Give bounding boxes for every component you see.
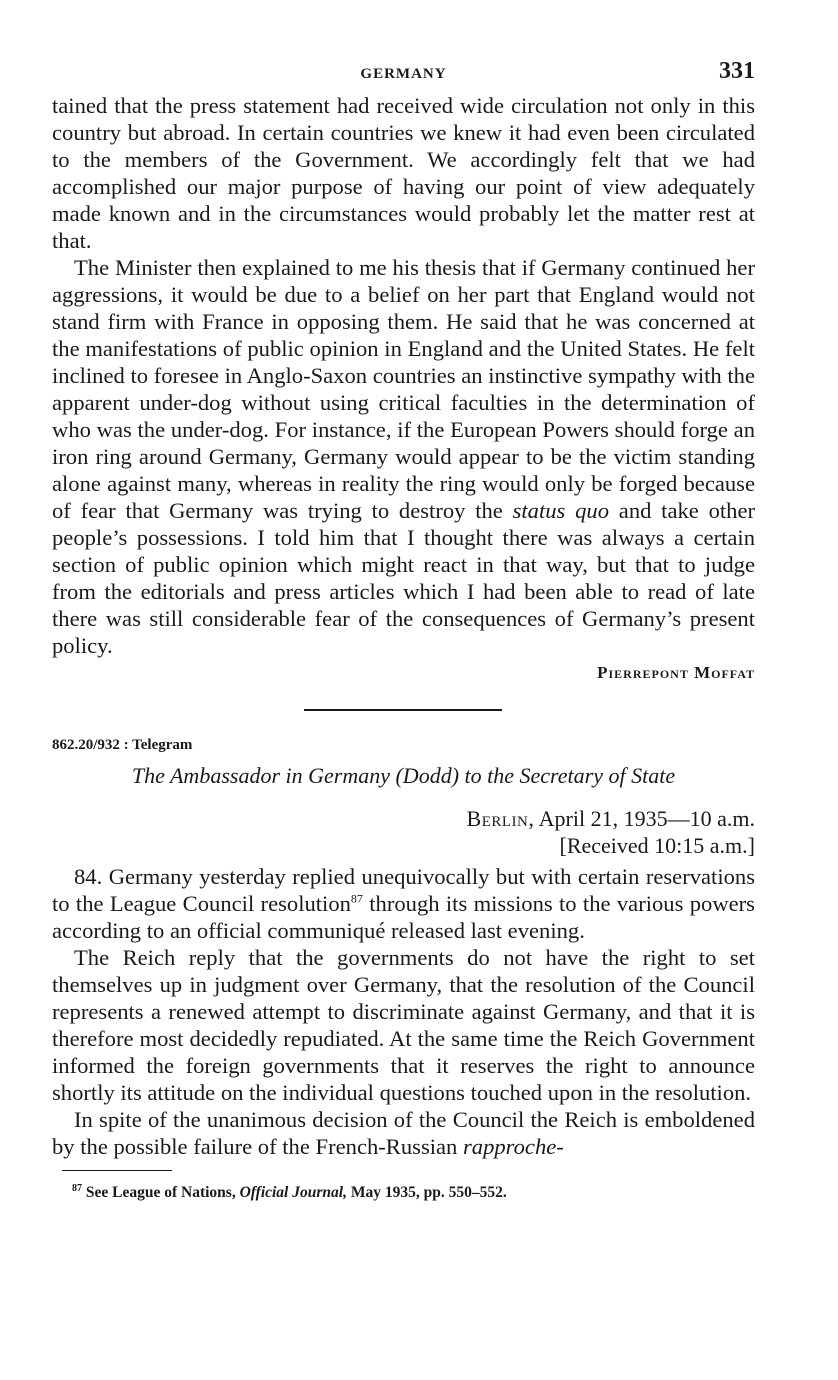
dateline-place: Berlin, — [466, 806, 535, 831]
running-head — [52, 58, 755, 92]
paragraph-in-spite — [52, 1106, 755, 1160]
dateline — [52, 805, 755, 832]
footnote — [72, 1183, 755, 1203]
footnote-reference: 87 — [350, 891, 363, 906]
running-title: GERMANY — [360, 66, 447, 82]
paragraph-in-spite-text: In spite of the unanimous decision of the Council the Reich is emboldened by the possible failure of the French-Russian — [52, 1107, 755, 1159]
paragraph-minister-text: The Minister then explained to me his thesis that if Germany continued her aggressions, it would be due to a belief on her part that England would not stand firm with France in opposing them. He said that he was concerned at the manifestations of public opinion in England and the United States. He felt inclined to foresee in Anglo-Saxon countries an instinctive sympathy with the apparent under-dog without using critical faculties in the determination of who was the under-dog. For instance, if the European Powers should forge an iron ring around Germany, Germany would appear to be the victim standing alone against many, whereas in reality the ring would only be forged because of fear that Germany was trying to destroy the — [52, 255, 755, 523]
section-divider — [304, 709, 502, 711]
paragraph-84-end: through its missions to the various powers according to an official communiqué released last evening. — [52, 891, 755, 943]
footnote-text-end: May 1935, pp. 550–552. — [350, 1184, 507, 1201]
paragraph-reich-reply: The Reich reply that the governments do not have the right to set themselves up in judgment over Germany, that the resolution of the Council represents a renewed attempt to discriminate against Germany, and that it is therefore most decidedly repudiated. At the same time the Reich Government informed the foreign governments that it reserves the right to announce shortly its attitude on the individual questions touched upon in the resolution. — [52, 945, 755, 1105]
paragraph-telegram-84 — [52, 863, 755, 944]
paragraph-84-start: 84. Germany yesterday replied unequivocally but with certain reservations to the League Council resolution — [52, 864, 755, 916]
footnote-divider — [62, 1170, 172, 1171]
document-title: The Ambassador in Germany (Dodd) to the Secretary of State — [131, 763, 676, 788]
footnote-italic: Official Journal, — [239, 1184, 347, 1201]
italic-status-quo: status quo — [512, 498, 610, 523]
italic-rapprochement: rapproche- — [463, 1134, 564, 1159]
footnote-mark: 87 — [72, 1182, 82, 1194]
document-page — [52, 58, 755, 1203]
file-reference: 862.20/932 : Telegram — [52, 737, 193, 753]
dateline-date: April 21, 1935—10 a.m. — [538, 806, 755, 831]
footnote-text-start: See League of Nations, — [85, 1184, 236, 1201]
signature: Pierrepont Moffat — [597, 663, 755, 682]
received-time: [Received 10:15 a.m.] — [559, 833, 755, 858]
paragraph-continued: tained that the press statement had received wide circulation not only in this country but abroad. In certain countries we knew it had even been circulated to the members of the Government. We accordingly felt that we had accomplished our major purpose of having our point of view adequately made known and in the circumstances would probably let the matter rest at that. — [52, 93, 755, 253]
paragraph-minister — [52, 254, 755, 659]
paragraph-minister-tail: and take other people’s possessions. I told him that I thought there was always a certain section of public opinion which might react in that way, but that to judge from the editorials and press articles which I had been able to read of late there was still considerable fear of the consequences of Germany’s present policy. — [52, 498, 756, 658]
page-number: 331 — [719, 58, 755, 84]
